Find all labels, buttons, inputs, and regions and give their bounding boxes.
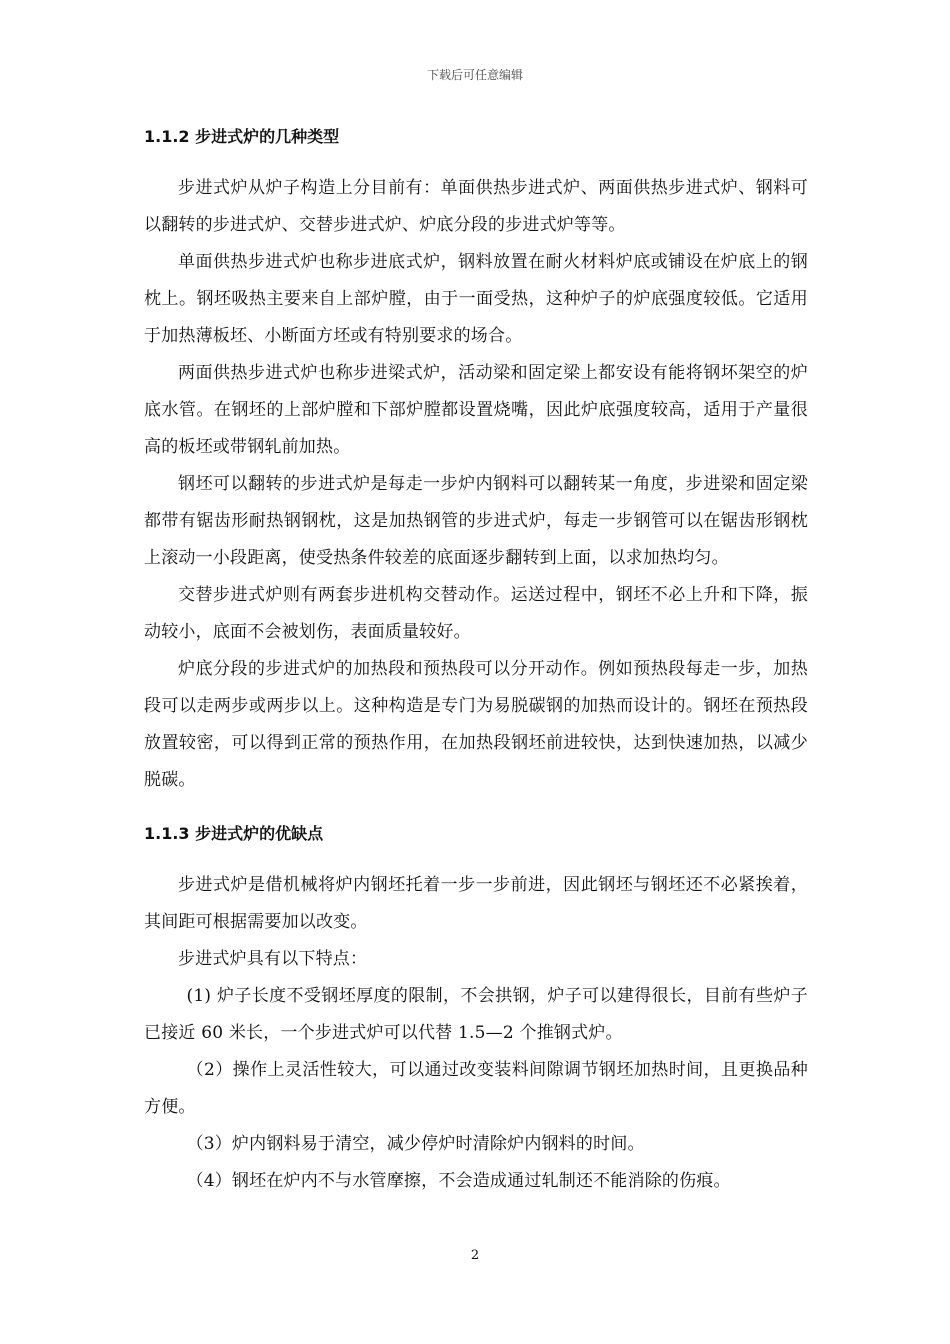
list-item: (1) 炉子长度不受钢坯厚度的限制，不会拱钢，炉子可以建得很长，目前有些炉子已接近 60 米长，一个步进式炉可以代替 1.5—2 个推钢式炉。 (144, 986, 808, 1043)
list-item: （2）操作上灵活性较大，可以通过改变装料间隙调节钢坯加热时间，且更换品种方便。 (144, 1060, 808, 1117)
paragraph: 步进式炉是借机械将炉内钢坯托着一步一步前进，因此钢坯与钢坯还不必紧挨着，其间距可根据需要加以改变。 (144, 875, 808, 932)
paragraph: 炉底分段的步进式炉的加热段和预热段可以分开动作。例如预热段每走一步，加热段可以走两步或两步以上。这种构造是专门为易脱碳钢的加热而设计的。钢坯在预热段放置较密，可以得到正常的预热作用，在加热段钢坯前进较快，达到快速加热，以减少脱碳。 (144, 659, 808, 790)
page-header: 下载后可任意编辑 (426, 68, 523, 82)
page-number: 2 (470, 1248, 480, 1263)
document-body (144, 120, 808, 1200)
section-heading-1-1-2: 1.1.2 步进式炉的几种类型 (144, 127, 340, 146)
paragraph: 钢坯可以翻转的步进式炉是每走一步炉内钢料可以翻转某一角度，步进梁和固定梁都带有锯齿形耐热钢钢枕，这是加热钢管的步进式炉，每走一步钢管可以在锯齿形钢枕上滚动一小段距离，使受热条件较差的底面逐步翻转到上面，以求加热均匀。 (144, 474, 808, 568)
list-item: （4）钢坯在炉内不与水管摩擦，不会造成通过轧制还不能消除的伤痕。 (186, 1171, 731, 1191)
paragraph: 交替步进式炉则有两套步进机构交替动作。运送过程中，钢坯不必上升和下降，振动较小，底面不会被划伤，表面质量较好。 (144, 585, 808, 642)
section-heading-1-1-3: 1.1.3 步进式炉的优缺点 (144, 824, 324, 843)
paragraph: 单面供热步进式炉也称步进底式炉，钢料放置在耐火材料炉底或铺设在炉底上的钢枕上。钢坯吸热主要来自上部炉膛，由于一面受热，这种炉子的炉底强度较低。它适用于加热薄板坯、小断面方坯或有特别要求的场合。 (144, 252, 808, 346)
paragraph: 步进式炉从炉子构造上分目前有：单面供热步进式炉、两面供热步进式炉、钢料可以翻转的步进式炉、交替步进式炉、炉底分段的步进式炉等等。 (144, 178, 808, 235)
paragraph: 步进式炉具有以下特点： (178, 949, 368, 969)
paragraph: 两面供热步进式炉也称步进梁式炉，活动梁和固定梁上都安设有能将钢坏架空的炉底水管。在钢坯的上部炉膛和下部炉膛都设置烧嘴，因此炉底强度较高，适用于产量很高的板坯或带钢轧前加热。 (144, 363, 808, 457)
list-item: （3）炉内钢料易于清空，减少停炉时清除炉内钢料的时间。 (186, 1134, 645, 1154)
